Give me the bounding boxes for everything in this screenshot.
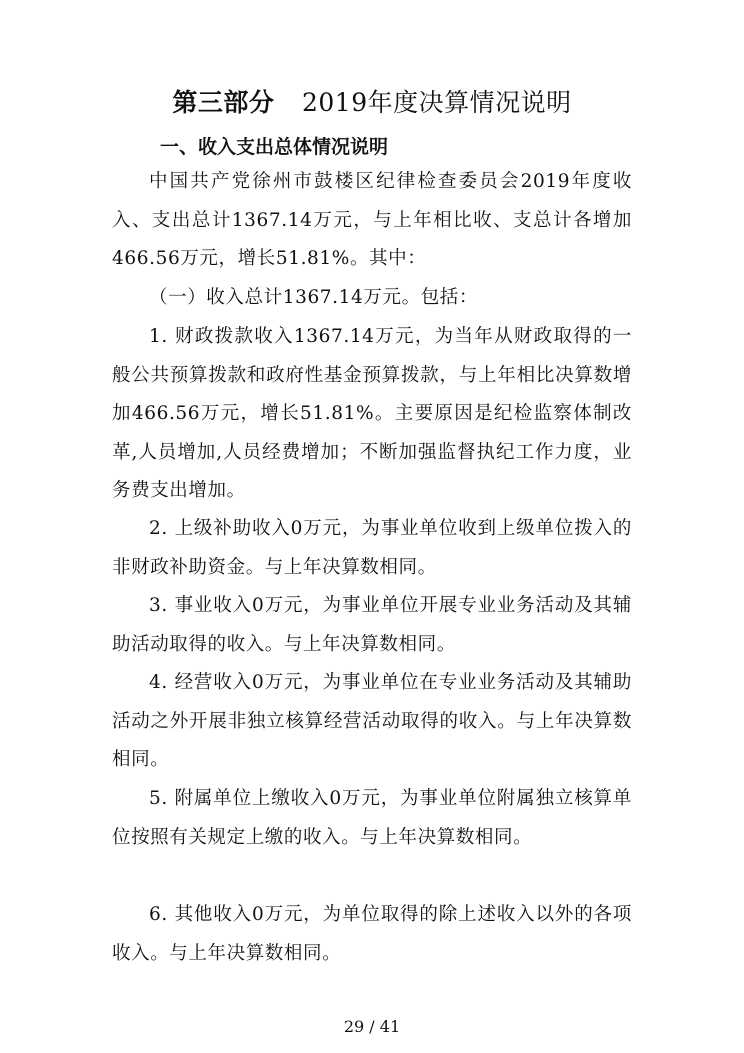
page-title xyxy=(0,86,744,120)
paragraph-income-total: （一）收入总计1367.14万元。包括： xyxy=(149,287,479,308)
title-main: 2019年度决算情况说明 xyxy=(302,88,572,117)
paragraph-business-income: 3. 事业收入0万元，为事业单位开展专业业务活动及其辅助活动取得的收入。与上年决算数相同。 xyxy=(112,595,632,655)
paragraph-operating-income: 4. 经营收入0万元，为事业单位在专业业务活动及其辅助活动之外开展非独立核算经营活动取得的收入。与上年决算数相同。 xyxy=(112,672,632,770)
paragraph-overview: 中国共产党徐州市鼓楼区纪律检查委员会2019年度收入、支出总计1367.14万元，与上年相比收、支总计各增加466.56万元，增长51.81%。其中： xyxy=(112,171,632,269)
paragraph-superior-subsidy: 2. 上级补助收入0万元，为事业单位收到上级单位拨入的非财政补助资金。与上年决算数相同。 xyxy=(112,518,632,578)
paragraph-fiscal-income: 1. 财政拨款收入1367.14万元，为当年从财政取得的一般公共预算拨款和政府性基金预算拨款，与上年相比决算数增加466.56万元，增长51.81%。主要原因是纪检监察体制改革,人员增加,人员经费增加；不断加强监督执纪工作力度，业务费支出增加。 xyxy=(112,326,632,501)
section-heading: 一、收入支出总体情况说明 xyxy=(160,136,389,158)
paragraph-affiliated-income: 5. 附属单位上缴收入0万元，为事业单位附属独立核算单位按照有关规定上缴的收入。与上年决算数相同。 xyxy=(112,788,632,848)
paragraph-other-income: 6. 其他收入0万元，为单位取得的除上述收入以外的各项收入。与上年决算数相同。 xyxy=(112,904,632,964)
title-prefix: 第三部分 xyxy=(172,88,275,117)
page-number: 29 / 41 xyxy=(343,1017,401,1036)
